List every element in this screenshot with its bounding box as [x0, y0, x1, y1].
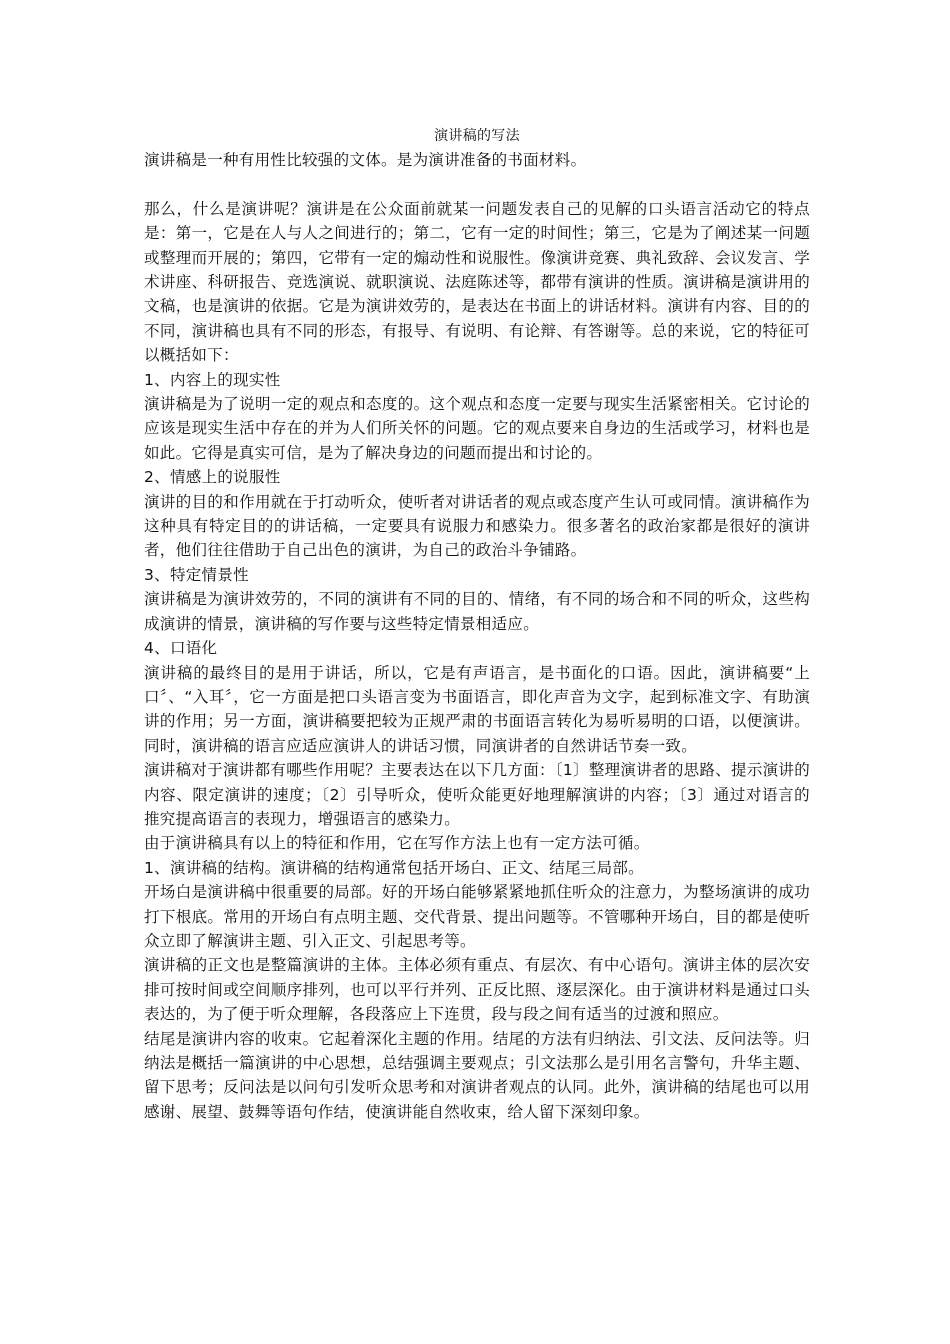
roles-paragraph: 演讲稿对于演讲都有哪些作用呢？主要表达在以下几方面：〔1〕整理演讲者的思路、提示演讲的内容、限定演讲的速度；〔2〕引导听众，使听众能更好地理解演讲的内容；〔3〕通过对语言的推究提高语言的表现力，增强语言的感染力。: [144, 761, 811, 828]
blank-line: [144, 172, 810, 196]
method-intro-paragraph: 由于演讲稿具有以上的特征和作用，它在写作方法上也有一定方法可循。: [144, 834, 650, 853]
feature-heading-1: 1、内容上的现实性: [144, 370, 281, 389]
feature-heading-2: 2、情感上的说服性: [144, 468, 281, 487]
structure-heading: 1、演讲稿的结构。演讲稿的结构通常包括开场白、正文、结尾三局部。: [144, 858, 644, 877]
feature-body-1: 演讲稿是为了说明一定的观点和态度的。这个观点和态度一定要与现实生活紧密相关。它讨论的应该是现实生活中存在的并为人们所关怀的问题。它的观点要来自身边的生活或学习，材料也是如此。它得是真实可信，是为了解决身边的问题而提出和讨论的。: [144, 395, 810, 462]
feature-body-3: 演讲稿是为演讲效劳的，不同的演讲有不同的目的、情绪，有不同的场合和不同的听众，这些构成演讲的情景，演讲稿的写作要与这些特定情景相适应。: [144, 590, 810, 633]
opening-paragraph: 开场白是演讲稿中很重要的局部。好的开场白能够紧紧地抓住听众的注意力，为整场演讲的成功打下根底。常用的开场白有点明主题、交代背景、提出问题等。不管哪种开场白，目的都是使听众立即了解演讲主题、引入正文、引起思考等。: [144, 883, 810, 950]
feature-heading-4: 4、口语化: [144, 639, 218, 658]
document-page: [144, 124, 810, 1124]
ending-paragraph: 结尾是演讲内容的收束。它起着深化主题的作用。结尾的方法有归纳法、引文法、反问法等。归纳法是概括一篇演讲的中心思想，总结强调主要观点；引文法那么是引用名言警句，升华主题、留下思考；反问法是以问句引发听众思考和对演讲者观点的认同。此外，演讲稿的结尾也可以用感谢、展望、鼓舞等语句作结，使演讲能自然收束，给人留下深刻印象。: [144, 1029, 810, 1121]
intro-paragraph: 演讲稿是一种有用性比较强的文体。是为演讲准备的书面材料。: [144, 151, 587, 169]
document-title: 演讲稿的写法: [434, 128, 520, 144]
definition-paragraph: 那么，什么是演讲呢？演讲是在公众面前就某一问题发表自己的见解的口头语言活动它的特点是：第一，它是在人与人之间进行的；第二，它有一定的时间性；第三，它是为了阐述某一问题或整理而开展的；第四，它带有一定的煽动性和说服性。像演讲竞赛、典礼致辞、会议发言、学术讲座、科研报告、竞选演说、就职演说、法庭陈述等，都带有演讲的性质。演讲稿是演讲用的文稿，也是演讲的依据。它是为演讲效劳的，是表达在书面上的讲话材料。演讲有内容、目的的不同，演讲稿也具有不同的形态，有报导、有说明、有论辩、有答谢等。总的来说，它的特征可以概括如下：: [144, 199, 810, 365]
feature-body-2: 演讲的目的和作用就在于打动听众，使听者对讲话者的观点或态度产生认可或同情。演讲稿作为这种具有特定目的的讲话稿，一定要具有说服力和感染力。很多著名的政治家都是很好的演讲者，他们往往借助于自己出色的演讲，为自己的政治斗争铺路。: [144, 492, 810, 560]
feature-heading-3: 3、特定情景性: [144, 565, 249, 584]
feature-body-4: 演讲稿的最终目的是用于讲话，所以，它是有声语言，是书面化的口语。因此，演讲稿要“上口〞、“入耳〞，它一方面是把口头语言变为书面语言，即化声音为文字，起到标准文字、有助演讲的作用；另一方面，演讲稿要把较为正规严肃的书面语言转化为易听易明的口语，以便演讲。同时，演讲稿的语言应适应演讲人的讲话习惯，同演讲者的自然讲话节奏一致。: [144, 663, 810, 755]
main-body-paragraph: 演讲稿的正文也是整篇演讲的主体。主体必须有重点、有层次、有中心语句。演讲主体的层次安排可按时间或空间顺序排列，也可以平行并列、正反比照、逐层深化。由于演讲材料是通过口头表达的，为了便于听众理解，各段落应上下连贯，段与段之间有适当的过渡和照应。: [144, 956, 810, 1024]
